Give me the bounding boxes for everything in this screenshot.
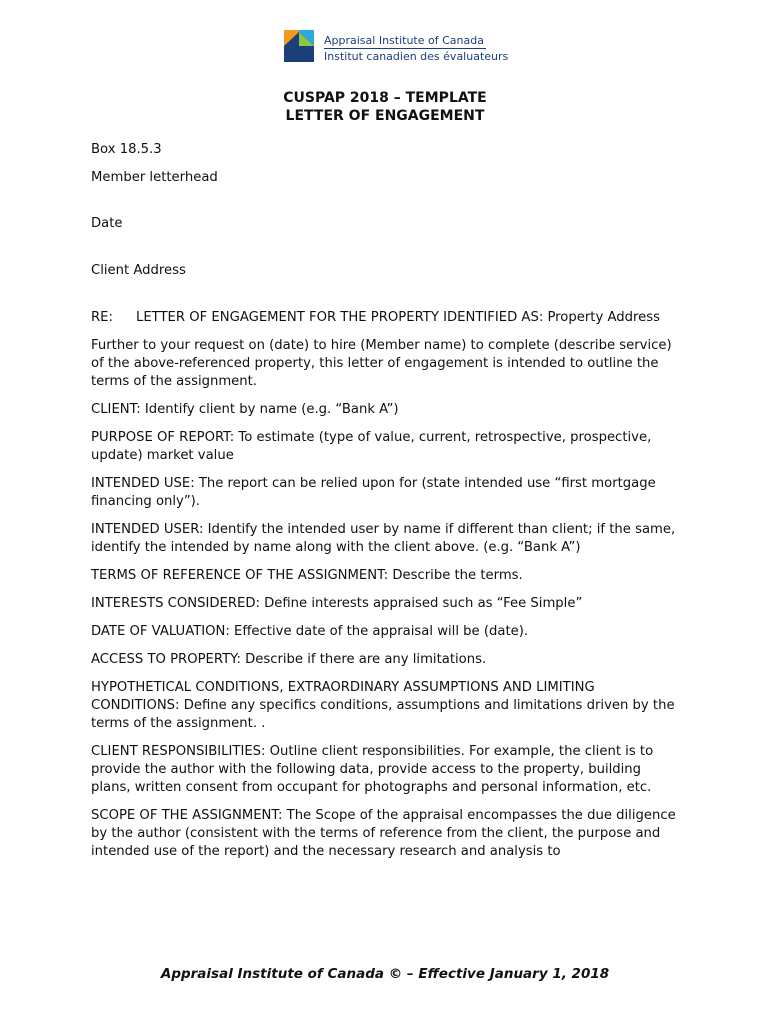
title-line-1: CUSPAP 2018 – TEMPLATE xyxy=(283,90,487,106)
purpose-paragraph: PURPOSE OF REPORT: To estimate (type of value, current, retrospective, prospective, update) market value xyxy=(91,430,652,463)
scope-paragraph: SCOPE OF THE ASSIGNMENT: The Scope of the appraisal encompasses the due diligence by the author (consistent with the terms of reference from the client, the purpose and intended use of the report) and the necessary research and analysis to xyxy=(91,808,676,859)
aic-logo-mark-icon xyxy=(284,30,314,62)
client-paragraph: CLIENT: Identify client by name (e.g. “Bank A”) xyxy=(91,402,399,417)
re-text: LETTER OF ENGAGEMENT FOR THE PROPERTY IDENTIFIED AS: Property Address xyxy=(136,310,660,325)
valuation-date-paragraph: DATE OF VALUATION: Effective date of the appraisal will be (date). xyxy=(91,624,529,639)
document-title xyxy=(0,89,770,125)
page-footer: Appraisal Institute of Canada © – Effective January 1, 2018 xyxy=(160,966,610,982)
re-label: RE: xyxy=(91,310,113,325)
intended-user-paragraph: INTENDED USER: Identify the intended user by name if different than client; if the same, identify the intended by name along with the client above. (e.g. “Bank A”) xyxy=(91,522,676,555)
title-line-2: LETTER OF ENGAGEMENT xyxy=(285,108,485,124)
hypothetical-paragraph: HYPOTHETICAL CONDITIONS, EXTRAORDINARY ASSUMPTIONS AND LIMITING CONDITIONS: Define any specifics conditions, assumptions and limitations driven by the terms of the assignment. . xyxy=(91,680,675,731)
client-address: Client Address xyxy=(91,263,186,278)
intro-paragraph: Further to your request on (date) to hire (Member name) to complete (describe service) of the above-referenced property, this letter of engagement is intended to outline the terms of the assignment. xyxy=(91,338,672,389)
interests-paragraph: INTERESTS CONSIDERED: Define interests appraised such as “Fee Simple” xyxy=(91,596,583,611)
access-paragraph: ACCESS TO PROPERTY: Describe if there are any limitations. xyxy=(91,652,487,667)
logo-divider xyxy=(324,48,486,49)
box-reference: Box 18.5.3 xyxy=(91,142,162,157)
org-name-french: Institut canadien des évaluateurs xyxy=(324,50,509,63)
org-name-english: Appraisal Institute of Canada xyxy=(324,34,484,47)
terms-paragraph: TERMS OF REFERENCE OF THE ASSIGNMENT: Describe the terms. xyxy=(91,568,523,583)
letter-body xyxy=(91,141,681,871)
re-line xyxy=(91,309,681,327)
member-letterhead: Member letterhead xyxy=(91,170,218,185)
organization-logo xyxy=(284,30,509,64)
client-responsibilities-paragraph: CLIENT RESPONSIBILITIES: Outline client responsibilities. For example, the client is to provide the author with the following data, provide access to the property, building plans, written consent from occupant for photographs and personal information, etc. xyxy=(91,744,654,795)
date-line: Date xyxy=(91,216,123,231)
intended-use-paragraph: INTENDED USE: The report can be relied upon for (state intended use “first mortgage financing only”). xyxy=(91,476,656,509)
